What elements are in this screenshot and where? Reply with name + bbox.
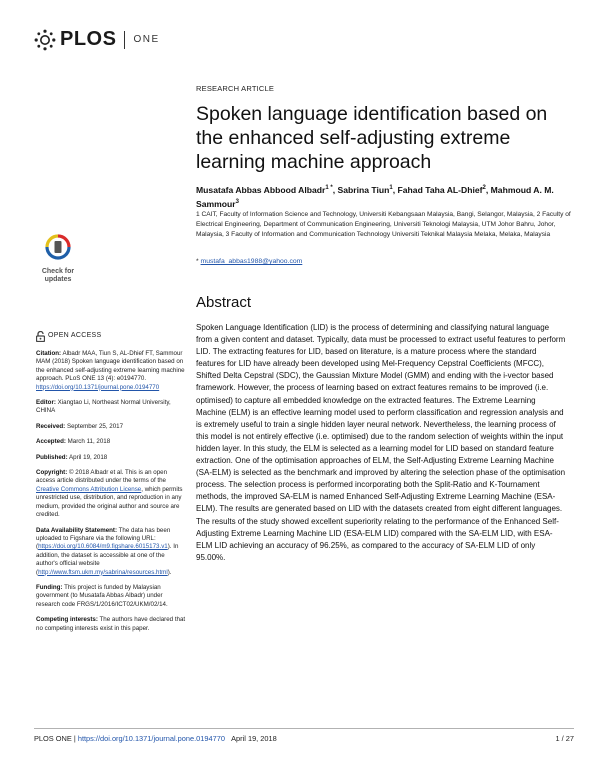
accepted-label: Accepted: bbox=[36, 438, 66, 446]
author-name[interactable]: Fahad Taha AL-Dhief bbox=[397, 184, 483, 195]
open-access-label bbox=[36, 331, 186, 342]
article-title: Spoken language identification based on the enhanced self-adjusting extreme learning machine approach bbox=[196, 103, 548, 173]
corresponding-marker: * bbox=[196, 258, 199, 265]
author-list: Musatafa Abbas Abbood Albadr$^{1 *}$, Sabrina Tiun$^1$, Fahad Taha AL-Dhief$^2$, Mahmoud A. M. Sammour$^3$ bbox=[196, 184, 554, 209]
author-affil-marker: 1 bbox=[389, 185, 393, 191]
footer-rule bbox=[34, 728, 574, 729]
affiliations: 1 CAIT, Faculty of Information Science and Technology, Universiti Kebangsaan Malaysia, Bangi, Selangor, Malaysia, 2 Faculty of Electrical Engineering, Department of Communication Engineering, Universiti Teknologi Malaysia, UTM Johor Bahru, Johor, Malaysia, 3 Faculty of Information and Communication Technology Universiti Teknikal Malaysia Melaka, Melaka, Malaysia bbox=[196, 211, 571, 238]
competing-interests-text: The authors have declared that no competing interests exist in this paper. bbox=[36, 616, 186, 632]
logo-divider bbox=[124, 31, 125, 49]
copyright-text: © 2018 Albadr et al. This is an open access article distributed under the terms of the bbox=[36, 469, 168, 485]
received-label: Received: bbox=[36, 422, 66, 430]
open-lock-icon bbox=[36, 331, 45, 342]
copyright-label: Copyright: bbox=[36, 469, 68, 477]
published-block bbox=[36, 454, 186, 462]
received-date: September 25, 2017 bbox=[66, 422, 124, 430]
logo-journal-text: ONE bbox=[133, 34, 160, 45]
badge-line-1: Check for bbox=[41, 268, 75, 275]
funding-text: This project is funded by Malaysian government (to Musatafa Abbas Albadr) under research code FRGS/1/2016/ICT02/UKM/02/14. bbox=[36, 583, 168, 608]
accepted-date: March 11, 2018 bbox=[67, 438, 111, 446]
received-block bbox=[36, 423, 186, 431]
citation-text: Albadr MAA, Tiun S, AL-Dhief FT, Sammour MAM (2018) Spoken language identification based on the enhanced self-adjusting extreme learning machine approach. PLoS ONE 13 (4): e0194770. bbox=[36, 350, 185, 383]
editor-text: Xiangtao Li, Northeast Normal University, CHINA bbox=[36, 399, 171, 415]
footer-doi-link[interactable]: https://doi.org/10.1371/journal.pone.0194770 bbox=[77, 734, 225, 743]
abstract-heading: Abstract bbox=[196, 294, 252, 311]
badge-line-2: updates bbox=[44, 276, 72, 283]
license-link[interactable]: Creative Commons Attribution License bbox=[36, 485, 142, 493]
accepted-block bbox=[36, 438, 186, 446]
footer-date: April 19, 2018 bbox=[231, 734, 277, 743]
editor-label: Editor: bbox=[36, 399, 56, 407]
check-for-updates-badge[interactable] bbox=[36, 233, 80, 284]
author-name[interactable]: Musatafa Abbas Abbood Albadr bbox=[196, 184, 326, 195]
copyright-text-cont: , which permits unrestricted use, distribution, and reproduction in any medium, provided the original author and source are credited. bbox=[36, 485, 183, 519]
footer-left bbox=[34, 734, 277, 743]
citation-doi-link[interactable]: https://doi.org/10.1371/journal.pone.0194770 bbox=[36, 383, 160, 391]
competing-interests-label: Competing interests: bbox=[36, 616, 98, 624]
corresponding-email bbox=[196, 258, 302, 265]
data-availability-block bbox=[36, 527, 186, 577]
check-updates-icon bbox=[44, 233, 72, 261]
logo-plos-text: PLOS bbox=[60, 28, 117, 50]
article-metadata-sidebar bbox=[36, 331, 186, 640]
funding-label: Funding: bbox=[36, 583, 63, 591]
data-availability-text-cont: ). In addition, the dataset is accessible at one of the author's official website ( bbox=[36, 543, 179, 576]
footer-separator: | bbox=[73, 734, 76, 743]
author-website-link[interactable]: http://www.ftsm.ukm.my/sabrina/resources.html bbox=[38, 568, 168, 576]
author-affil-marker: 3 bbox=[235, 198, 239, 205]
data-availability-label: Data Availability Statement: bbox=[36, 526, 118, 534]
published-label: Published: bbox=[36, 453, 68, 461]
published-date: April 19, 2018 bbox=[69, 453, 108, 461]
article-type: RESEARCH ARTICLE bbox=[196, 84, 275, 93]
author-affil-marker: 2 bbox=[482, 185, 486, 191]
open-access-text: OPEN ACCESS bbox=[48, 332, 102, 340]
author-affil-marker: 1 * bbox=[325, 185, 333, 191]
copyright-block bbox=[36, 469, 186, 519]
abstract-text: Spoken Language Identification (LID) is the process of determining and classifying natural language from a given content and dataset. Typically, data must be processed to extract useful features to perform LID. The extracting features for LID, based on literature, is a mature process where the standard features for LID have already been developed using Mel-Frequency Cepstral Coefficients (MFCC), Shifted Delta Cepstral (SDC), the Gaussian Mixture Model (GMM) and ending with the i-vector based framework. However, the process of learning based on extract features remains to be improved (i.e. optimised) to capture all embedded knowledge on the extracted features. The Extreme Learning Machine (ELM) is an effective learning model used to perform classification and regression analysis and is extremely useful to train a single hidden layer neural network. Nevertheless, the learning process of this model is not entirely effective (i.e. optimised) due to the random selection of weights within the input hidden layer. In this study, the ELM is selected as a learning model for LID based on standard feature extraction. One of the optimisation approaches of ELM, the Self-Adjusting Extreme Learning Machine (SA-ELM) is selected as the benchmark and improved by altering the selection phase of the optimisation process. The selection process is performed incorporating both the Split-Ratio and K-Tournament methods, the improved SA-ELM is named Enhanced Self-Adjusting Extreme Learning Machine (ESA-ELM). The results are generated based on LID with the datasets created from eight different languages. The results of the study showed excellent superiority relating to the performance of the Enhanced Self-Adjusting Extreme Learning Machine LID (ESA-ELM LID) compared with the SA-ELM LID, with ESA-ELM LID achieving an accuracy of 96.25%, as compared to the accuracy of SA-ELM LID of only 95.00%. bbox=[196, 323, 566, 562]
funding-block bbox=[36, 584, 186, 609]
editor-block bbox=[36, 399, 186, 416]
author-name[interactable]: Sabrina Tiun bbox=[337, 184, 390, 195]
data-availability-text-end: ). bbox=[167, 568, 172, 576]
competing-interests-block bbox=[36, 616, 186, 633]
footer-page-number: 1 / 27 bbox=[555, 734, 574, 743]
author-name[interactable]: Mahmoud A. M. Sammour bbox=[196, 184, 554, 209]
email-link[interactable]: mustafa_abbas1988@yahoo.com bbox=[200, 258, 303, 265]
plos-sunburst-icon bbox=[34, 29, 56, 51]
footer-journal: PLOS ONE bbox=[34, 734, 72, 743]
plos-one-logo[interactable] bbox=[34, 28, 160, 51]
citation-block bbox=[36, 350, 186, 392]
citation-label: Citation: bbox=[36, 350, 62, 357]
figshare-link[interactable]: https://doi.org/10.6084/m9.figshare.6015173.v1 bbox=[38, 543, 168, 551]
data-availability-text: The data has been uploaded to Figshare via the following URL: ( bbox=[36, 526, 171, 551]
